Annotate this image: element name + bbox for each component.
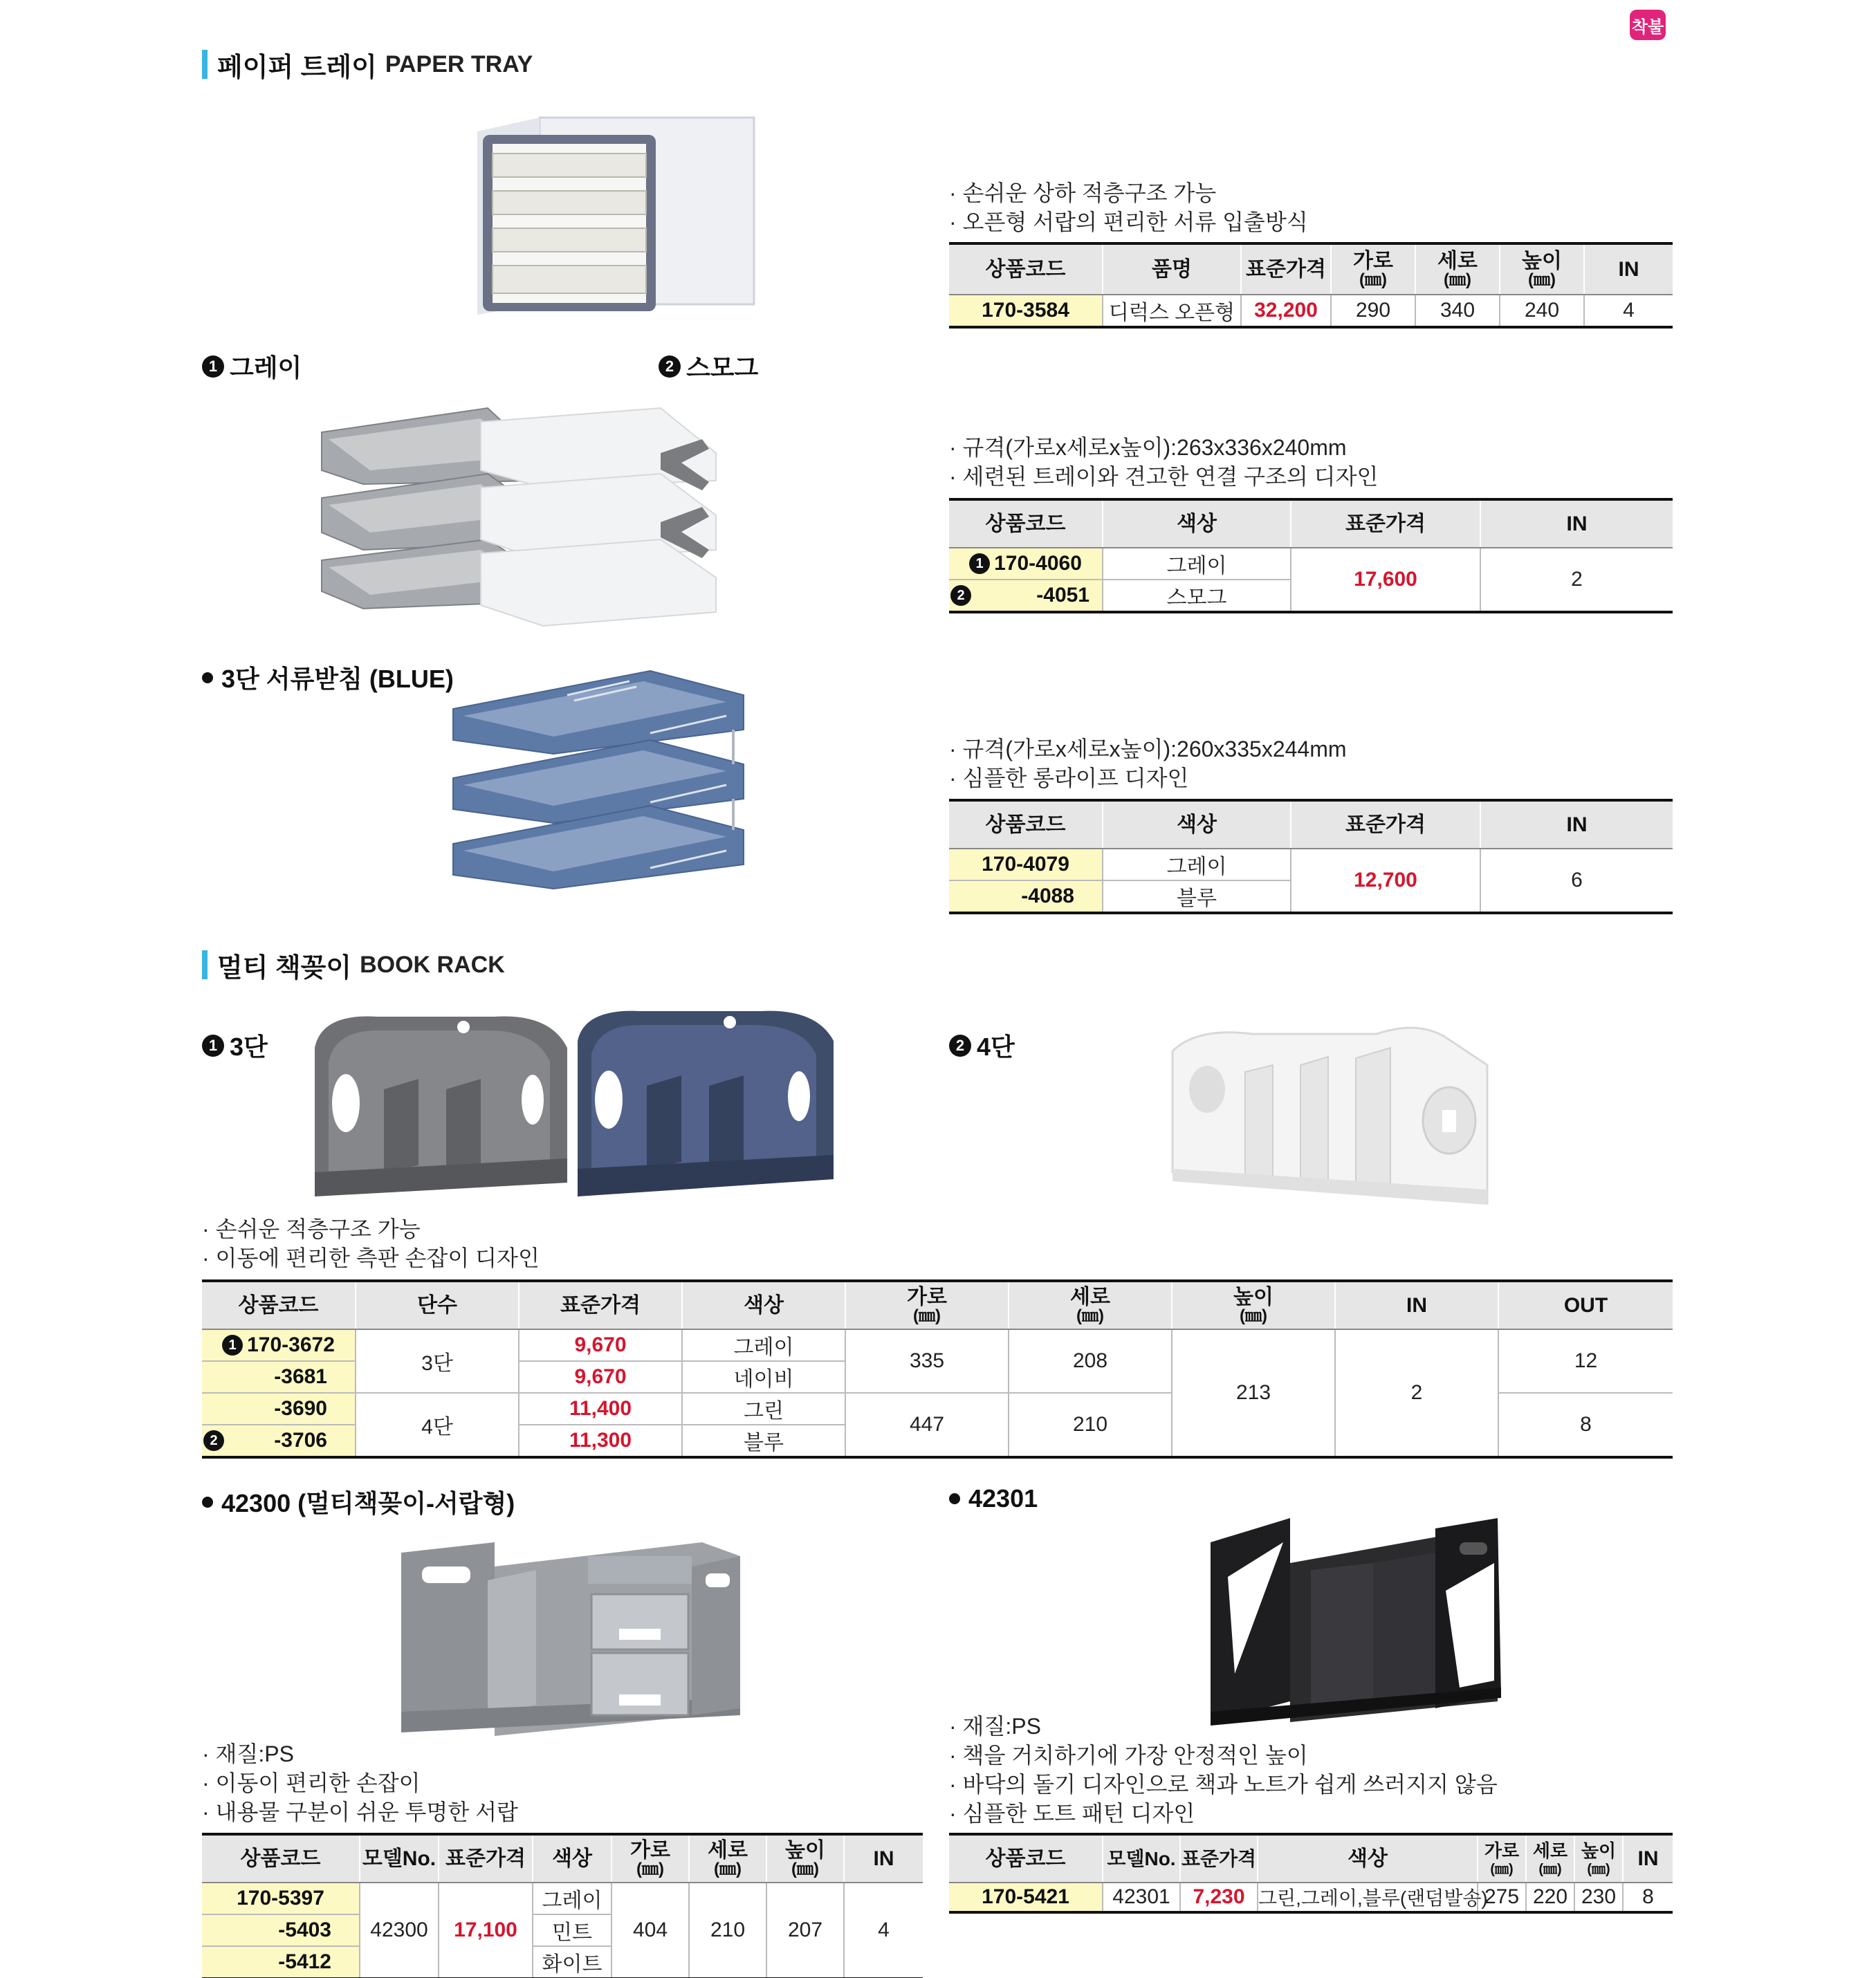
col-width: 가로 (㎜) <box>611 1834 689 1883</box>
bullet-item: · 세련된 트레이와 견고한 연결 구조의 디자인 <box>949 462 1378 491</box>
bullet-item: · 바닥의 돌기 디자인으로 책과 노트가 쉽게 쓰러지지 않음 <box>949 1770 1498 1799</box>
bullet-item: · 손쉬운 상하 적층구조 가능 <box>949 178 1308 207</box>
product-price: 7,230 <box>1180 1883 1258 1912</box>
bullet-item: · 오픈형 서랍의 편리한 서류 입출방식 <box>949 207 1308 237</box>
section-title-en: PAPER TRAY <box>385 50 533 77</box>
col-in: IN <box>844 1834 923 1883</box>
col-height: 높이 (㎜) <box>1500 243 1584 295</box>
col-code: 상품코드 <box>949 499 1103 548</box>
label-text: 3단 <box>230 1033 268 1061</box>
product-code: 2 -3706 <box>202 1425 356 1457</box>
table-row <box>202 1329 1673 1361</box>
gray-label-text: 그레이 <box>230 353 302 382</box>
bullet-item: · 내용물 구분이 쉬운 투명한 서랍 <box>202 1797 518 1827</box>
product-code: -5412 <box>202 1946 360 1978</box>
rack-42301-label <box>949 1484 1038 1513</box>
bullet-item: · 규격(가로x세로x높이):260x335x244mm <box>949 734 1347 764</box>
bullet-item: · 심플한 도트 패턴 디자인 <box>949 1799 1498 1828</box>
col-in: IN <box>1480 499 1673 548</box>
product-color: 그레이 <box>533 1883 611 1914</box>
product-code: 170-5397 <box>202 1883 360 1914</box>
col-price: 표준가격 <box>519 1281 682 1329</box>
product-model: 42300 <box>360 1883 439 1978</box>
section-bar <box>202 950 208 979</box>
col-price: 표준가격 <box>1291 499 1480 548</box>
product-code: 170-4079 <box>949 849 1103 880</box>
book-rack-white-image <box>1169 1024 1494 1214</box>
product-code: 1 170-4060 <box>949 548 1103 580</box>
gray-smog-bullets <box>949 433 1378 491</box>
product-out: 12 <box>1498 1329 1673 1393</box>
col-tier: 단수 <box>356 1281 519 1329</box>
col-color: 색상 <box>1258 1834 1478 1883</box>
product-depth: 340 <box>1415 295 1500 327</box>
product-code: -3690 <box>202 1393 356 1425</box>
product-color: 그레이 <box>682 1329 845 1361</box>
product-in: 4 <box>844 1883 923 1978</box>
col-height: 높이 (㎜) <box>766 1834 844 1883</box>
product-width: 404 <box>611 1883 689 1978</box>
gray-smog-spec-table <box>949 498 1673 613</box>
product-color: 스모그 <box>1103 580 1291 612</box>
stackable-trays-image <box>315 405 757 633</box>
product-price: 9,670 <box>519 1361 682 1393</box>
product-color: 블루 <box>682 1425 845 1457</box>
col-code: 상품코드 <box>202 1834 360 1883</box>
col-price: 표준가격 <box>1241 243 1331 295</box>
product-height: 213 <box>1172 1329 1335 1457</box>
blue-tray-bullets <box>949 734 1347 793</box>
col-depth: 세로 (㎜) <box>689 1834 766 1883</box>
product-price: 11,400 <box>519 1393 682 1425</box>
col-price: 표준가격 <box>439 1834 533 1883</box>
col-code: 상품코드 <box>949 800 1103 849</box>
rack-42301-label-text: 42301 <box>968 1484 1038 1513</box>
col-in: IN <box>1480 800 1673 849</box>
product-width: 275 <box>1478 1883 1526 1912</box>
number-2-icon: 2 <box>659 355 681 378</box>
product-name: 디럭스 오픈형 <box>1103 295 1241 327</box>
col-width: 가로 (㎜) <box>845 1281 1009 1329</box>
product-in: 6 <box>1480 849 1673 913</box>
col-in: IN <box>1335 1281 1498 1329</box>
blue-3-tier-tray-image <box>450 667 747 896</box>
table-row <box>202 1883 923 1914</box>
col-name: 품명 <box>1103 243 1241 295</box>
col-code: 상품코드 <box>949 243 1103 295</box>
product-height: 240 <box>1500 295 1584 327</box>
number-2-icon: 2 <box>950 585 971 606</box>
smog-label-text: 스모그 <box>686 353 759 382</box>
table-row <box>949 1883 1673 1912</box>
product-depth: 208 <box>1009 1329 1172 1393</box>
bullet-item: · 심플한 롱라이프 디자인 <box>949 764 1347 793</box>
product-code: 170-5421 <box>949 1883 1103 1912</box>
number-2-icon: 2 <box>203 1430 224 1451</box>
col-width: 가로 (㎜) <box>1478 1834 1526 1883</box>
smog-label <box>659 349 758 384</box>
bullet-item: · 재질:PS <box>202 1739 518 1768</box>
col-color: 색상 <box>682 1281 845 1329</box>
rack-42301-bullets <box>949 1712 1498 1828</box>
bullet-dot-icon <box>202 1497 213 1508</box>
deluxe-bullets <box>949 178 1308 237</box>
product-price: 11,300 <box>519 1425 682 1457</box>
col-price: 표준가격 <box>1291 800 1480 849</box>
product-code: -4088 <box>949 880 1103 913</box>
drawer-rack-label-text: 42300 (멀티책꽂이-서랍형) <box>221 1489 515 1517</box>
product-depth: 220 <box>1526 1883 1574 1912</box>
product-width: 447 <box>845 1393 1009 1457</box>
product-in: 2 <box>1335 1329 1498 1457</box>
number-1-icon: 1 <box>222 1335 243 1356</box>
number-1-icon: 1 <box>202 1035 224 1057</box>
blue-tray-label <box>202 660 454 695</box>
product-in: 4 <box>1584 295 1673 327</box>
bullet-item: · 재질:PS <box>949 1712 1498 1741</box>
number-1-icon: 1 <box>969 553 990 574</box>
col-in: IN <box>1623 1834 1673 1883</box>
black-book-rack-image <box>1207 1515 1505 1729</box>
product-price: 17,600 <box>1291 548 1480 612</box>
col-height: 높이 (㎜) <box>1172 1281 1335 1329</box>
drawer-rack-spec-table <box>202 1833 923 1978</box>
product-color: 네이비 <box>682 1361 845 1393</box>
product-depth: 210 <box>1009 1393 1172 1457</box>
product-tier: 4단 <box>356 1393 519 1457</box>
product-color: 그린 <box>682 1393 845 1425</box>
product-color: 그레이 <box>1103 548 1291 580</box>
drawer-rack-bullets <box>202 1739 518 1827</box>
col-depth: 세로 (㎜) <box>1526 1834 1574 1883</box>
blue-tray-label-text: 3단 서류받침 (BLUE) <box>221 665 454 693</box>
book-rack-spec-table <box>202 1279 1673 1459</box>
product-depth: 210 <box>689 1883 766 1978</box>
product-code: 170-3584 <box>949 295 1103 327</box>
blue-tray-spec-table <box>949 799 1673 914</box>
bullet-item: · 책을 거치하기에 가장 안정적인 높이 <box>949 1741 1498 1770</box>
col-code: 상품코드 <box>949 1834 1103 1883</box>
book-rack-3-tier-label <box>202 1028 268 1063</box>
section-title-ko: 페이퍼 트레이 <box>217 53 377 82</box>
section-bar <box>202 50 208 79</box>
bullet-item: · 규격(가로x세로x높이):263x336x240mm <box>949 433 1378 462</box>
col-model: 모델No. <box>360 1834 439 1883</box>
product-tier: 3단 <box>356 1329 519 1393</box>
paper-tray-section-title <box>202 48 533 80</box>
deluxe-spec-table <box>949 242 1673 329</box>
product-in: 8 <box>1623 1883 1673 1912</box>
product-width: 290 <box>1331 295 1415 327</box>
col-color: 색상 <box>533 1834 611 1883</box>
section-title-en: BOOK RACK <box>360 951 505 978</box>
product-code: 2 -4051 <box>949 580 1103 612</box>
product-height: 230 <box>1574 1883 1623 1912</box>
product-code: -5403 <box>202 1914 360 1946</box>
bullet-item: · 손쉬운 적층구조 가능 <box>202 1214 540 1244</box>
product-color: 화이트 <box>533 1946 611 1978</box>
table-row <box>949 849 1673 880</box>
col-model: 모델No. <box>1103 1834 1180 1883</box>
bullet-item: · 이동에 편리한 측판 손잡이 디자인 <box>202 1244 540 1273</box>
drawer-rack-label <box>202 1484 515 1519</box>
col-width: 가로 (㎜) <box>1331 243 1415 295</box>
deluxe-open-tray-image <box>477 104 761 318</box>
product-out: 8 <box>1498 1393 1673 1457</box>
bullet-dot-icon <box>202 672 213 683</box>
product-color: 블루 <box>1103 880 1291 913</box>
cod-badge: 착불 <box>1630 10 1666 40</box>
number-2-icon: 2 <box>949 1035 971 1057</box>
product-height: 207 <box>766 1883 844 1978</box>
product-color: 그레이 <box>1103 849 1291 880</box>
product-width: 335 <box>845 1329 1009 1393</box>
table-row <box>949 295 1673 327</box>
gray-label <box>202 349 302 384</box>
book-rack-bullets <box>202 1214 540 1273</box>
drawer-book-rack-image <box>398 1539 744 1739</box>
bullet-dot-icon <box>949 1493 960 1504</box>
book-rack-gray-image <box>308 1006 571 1200</box>
col-color: 색상 <box>1103 499 1291 548</box>
product-price: 9,670 <box>519 1329 682 1361</box>
col-in: IN <box>1584 243 1673 295</box>
product-color: 민트 <box>533 1914 611 1946</box>
col-out: OUT <box>1498 1281 1673 1329</box>
bullet-item: · 이동이 편리한 손잡이 <box>202 1768 518 1797</box>
number-1-icon: 1 <box>202 355 224 378</box>
table-row <box>949 548 1673 580</box>
product-in: 2 <box>1480 548 1673 612</box>
product-code: -3681 <box>202 1361 356 1393</box>
product-price: 12,700 <box>1291 849 1480 913</box>
book-rack-4-tier-label <box>949 1028 1015 1063</box>
col-code: 상품코드 <box>202 1281 356 1329</box>
product-color: 그린,그레이,블루(랜덤발송) <box>1258 1883 1478 1912</box>
book-rack-section-title <box>202 949 505 981</box>
product-price: 32,200 <box>1241 295 1331 327</box>
book-rack-navy-image <box>571 1003 837 1200</box>
section-title-ko: 멀티 책꽂이 <box>217 953 352 983</box>
col-depth: 세로 (㎜) <box>1009 1281 1172 1329</box>
label-text: 4단 <box>977 1033 1015 1061</box>
col-color: 색상 <box>1103 800 1291 849</box>
col-height: 높이 (㎜) <box>1574 1834 1623 1883</box>
product-code: 1 170-3672 <box>202 1329 356 1361</box>
product-price: 17,100 <box>439 1883 533 1978</box>
rack-42301-spec-table <box>949 1833 1673 1914</box>
product-model: 42301 <box>1103 1883 1180 1912</box>
col-price: 표준가격 <box>1180 1834 1258 1883</box>
col-depth: 세로 (㎜) <box>1415 243 1500 295</box>
